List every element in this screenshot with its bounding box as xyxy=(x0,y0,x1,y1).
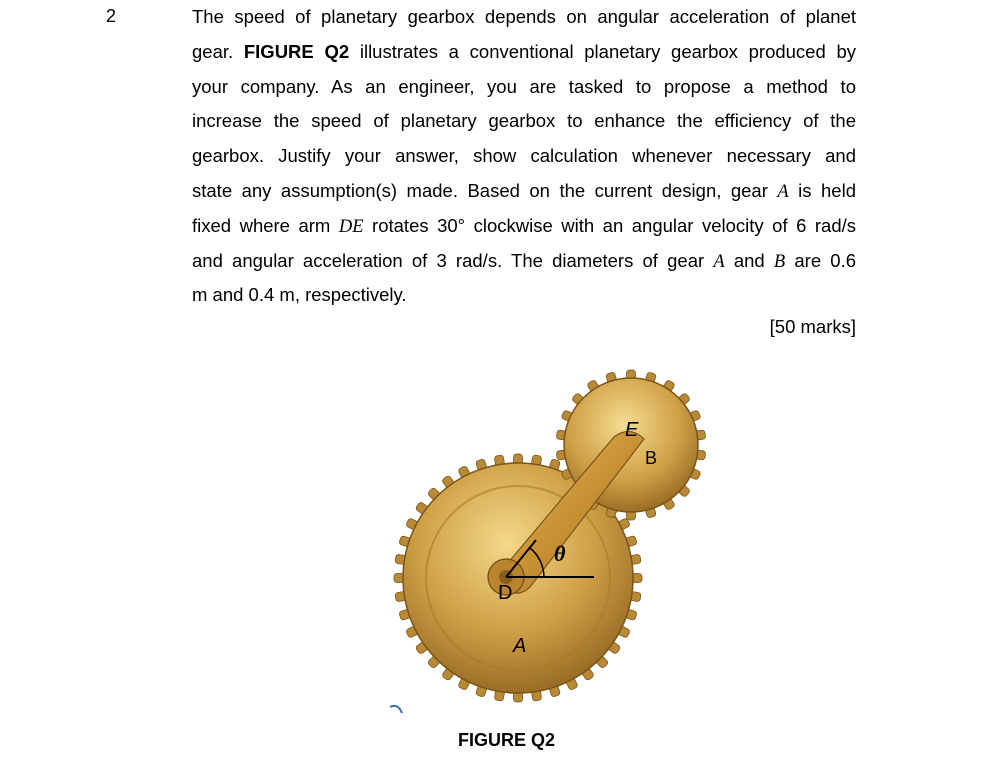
figure-caption: FIGURE Q2 xyxy=(458,730,556,750)
figure-reference: FIGURE Q2 xyxy=(243,40,350,62)
text-l1: The speed of planetary gearbox depends on angular acceleration of planet xyxy=(192,6,856,27)
text-l7c: rotates 30° clockwise with an angular velocity of 6 rad/s xyxy=(372,214,857,236)
paragraph-line-6 xyxy=(192,174,856,209)
gear-a-symbol-2: A xyxy=(713,251,725,272)
text-l4: increase the speed of planetary gearbox to enhance the efficiency of the xyxy=(192,110,856,132)
gear-b-symbol: B xyxy=(773,251,786,272)
paragraph-line-9 xyxy=(192,278,856,313)
label-b: B xyxy=(645,448,658,468)
paragraph-line-2 xyxy=(192,35,856,70)
paragraph-line-5 xyxy=(192,139,856,174)
text-l2a: gear. xyxy=(192,40,234,62)
question-number: 2 xyxy=(106,6,117,26)
text-l7a: fixed where arm xyxy=(192,214,331,236)
text-l6c: is held xyxy=(798,179,856,201)
text-l2c: illustrates a conventional planetary gearbox produced by xyxy=(359,40,856,62)
text-l8a: and angular acceleration of 3 rad/s. The diameters of gear xyxy=(192,249,705,271)
small-mark xyxy=(390,706,402,713)
paragraph-line-7 xyxy=(192,209,856,244)
text-l9: m and 0.4 m, respectively. xyxy=(192,284,407,306)
paragraph-line-3 xyxy=(192,70,856,105)
label-theta: θ xyxy=(554,541,566,566)
planetary-gearbox-figure xyxy=(368,355,708,725)
label-d: D xyxy=(498,582,513,604)
text-l8c: and xyxy=(733,249,765,271)
label-e: E xyxy=(625,419,639,441)
marks-label: [50 marks] xyxy=(769,316,856,337)
paragraph-line-8 xyxy=(192,244,856,279)
question-paragraph xyxy=(192,0,856,313)
gear-a-symbol: A xyxy=(777,181,789,202)
label-a: A xyxy=(513,635,527,657)
arm-de-symbol: DE xyxy=(338,216,364,237)
text-l6a: state any assumption(s) made. Based on the current design, gear xyxy=(192,179,768,201)
text-l8e: are 0.6 xyxy=(794,249,857,271)
text-l3: your company. As an engineer, you are tasked to propose a method to xyxy=(192,75,856,97)
paragraph-line-1 xyxy=(192,0,856,35)
text-l5: gearbox. Justify your answer, show calculation whenever necessary and xyxy=(192,145,856,167)
paragraph-line-4 xyxy=(192,104,856,139)
